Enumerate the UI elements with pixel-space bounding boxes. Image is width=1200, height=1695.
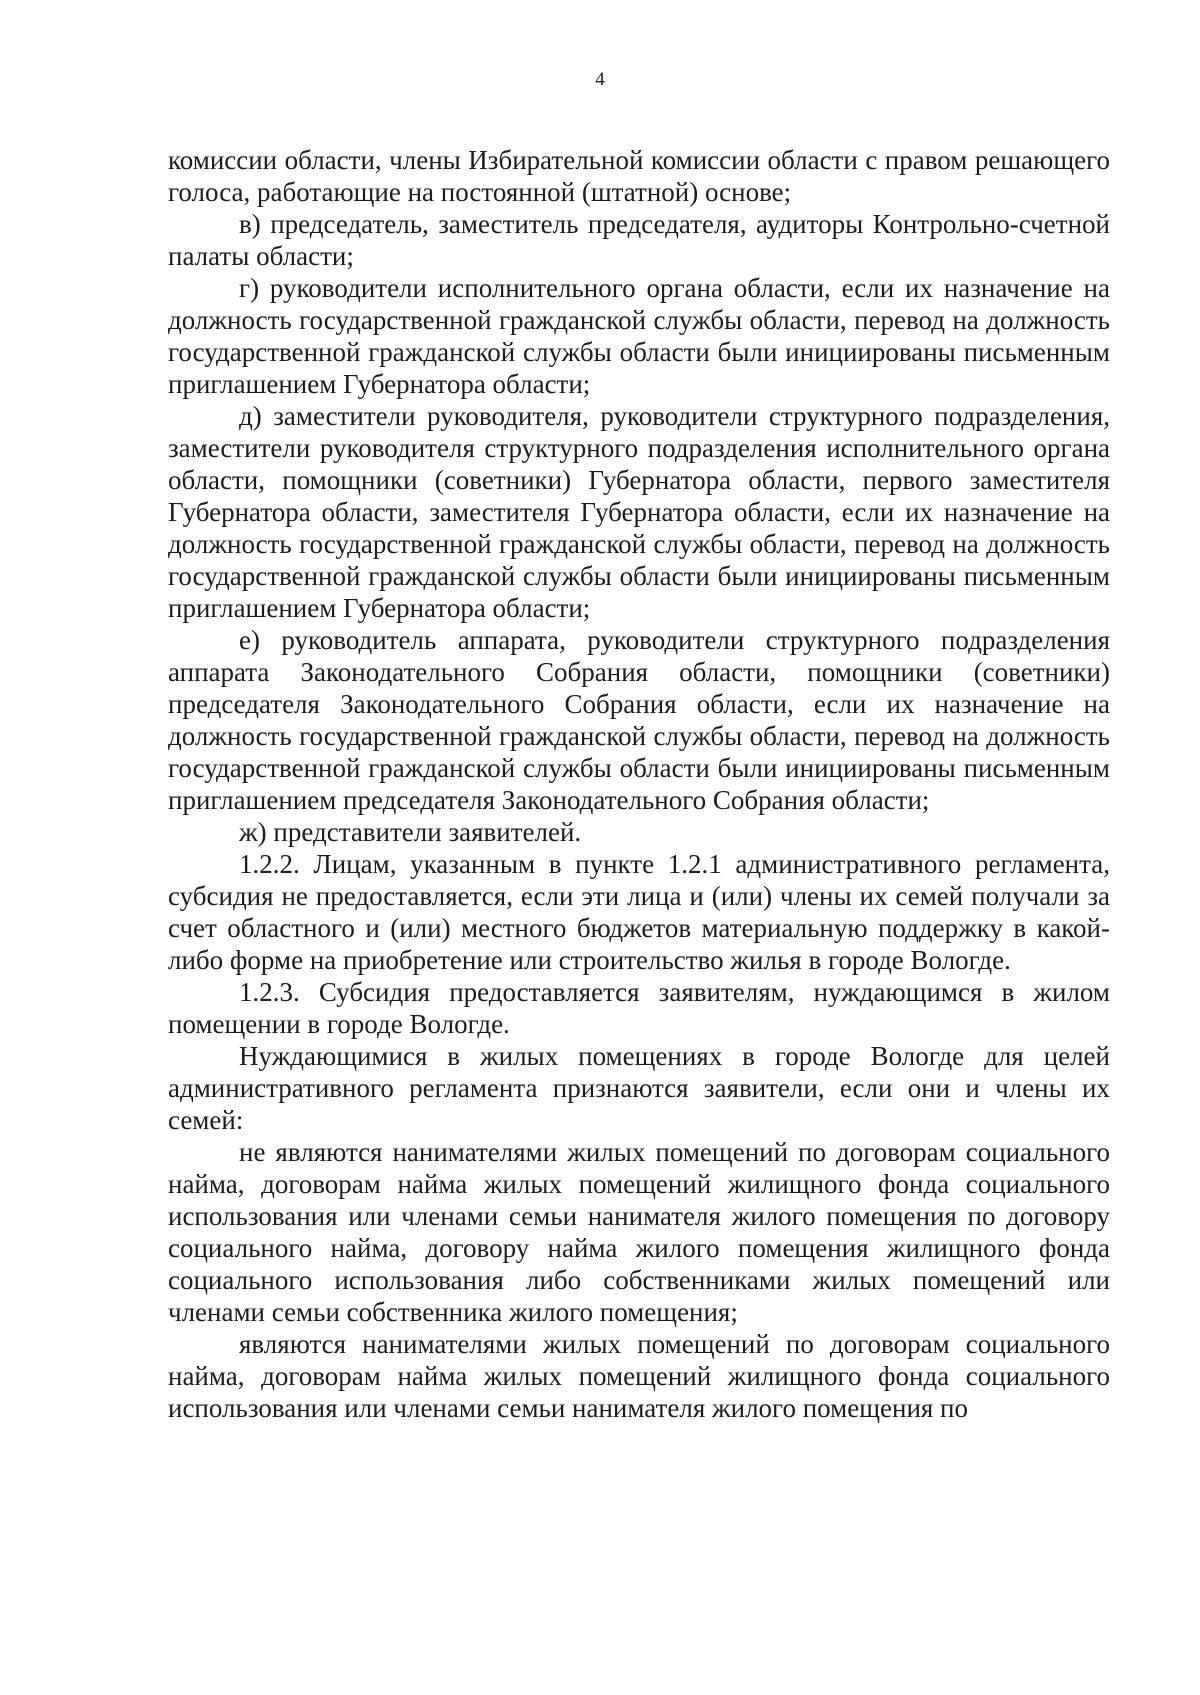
- paragraph-condition-not-tenants: не являются нанимателями жилых помещений по договорам социального найма, договорам найма жилых помещений жилищного фонда социального использования или членами семьи нанимателя жилого помещения по договору социального найма, договору найма жилого помещения жилищного фонда социального использования либо собственниками жилых помещений или членами семьи собственника жилого помещения;: [168, 1137, 1110, 1327]
- paragraph-item-zh: ж) представители заявителей.: [239, 817, 582, 847]
- page-number: 4: [595, 69, 605, 90]
- paragraph-condition-tenants: являются нанимателями жилых помещений по договорам социального найма, договорам найма жилых помещений жилищного фонда социального использования или членами семьи нанимателя жилого помещения по: [168, 1329, 1110, 1423]
- paragraph-item-e: е) руководитель аппарата, руководители структурного подразделения аппарата Законодательного Собрания области, помощники (советники) председателя Законодательного Собрания области, если их назначение на должность государственной гражданской службы области, перевод на должность государственной гражданской службы области были инициированы письменным приглашением председателя Законодательного Собрания области;: [168, 625, 1110, 815]
- paragraph-clause-1-2-2: 1.2.2. Лицам, указанным в пункте 1.2.1 административного регламента, субсидия не предоставляется, если эти лица и (или) члены их семей получали за счет областного и (или) местного бюджетов материальную поддержку в какой-либо форме на приобретение или строительство жилья в городе Вологде.: [168, 849, 1110, 975]
- document-body: [168, 144, 1110, 1424]
- paragraph-continuation: комиссии области, члены Избирательной комиссии области с правом решающего голоса, работающие на постоянной (штатной) основе;: [168, 145, 1110, 207]
- paragraph-item-d: д) заместители руководителя, руководители структурного подразделения, заместители руководителя структурного подразделения исполнительного органа области, помощники (советники) Губернатора области, первого заместителя Губернатора области, заместителя Губернатора области, если их назначение на должность государственной гражданской службы области, перевод на должность государственной гражданской службы области были инициированы письменным приглашением Губернатора области;: [168, 401, 1110, 623]
- paragraph-item-g: г) руководители исполнительного органа области, если их назначение на должность государственной гражданской службы области, перевод на должность государственной гражданской службы области были инициированы письменным приглашением Губернатора области;: [168, 273, 1110, 399]
- paragraph-clause-1-2-3: 1.2.3. Субсидия предоставляется заявителям, нуждающимся в жилом помещении в городе Вологде.: [168, 977, 1110, 1039]
- paragraph-item-v: в) председатель, заместитель председателя, аудиторы Контрольно-счетной палаты области;: [168, 209, 1110, 271]
- paragraph-needy-definition: Нуждающимися в жилых помещениях в городе Вологде для целей административного регламента признаются заявители, если они и члены их семей:: [168, 1041, 1110, 1135]
